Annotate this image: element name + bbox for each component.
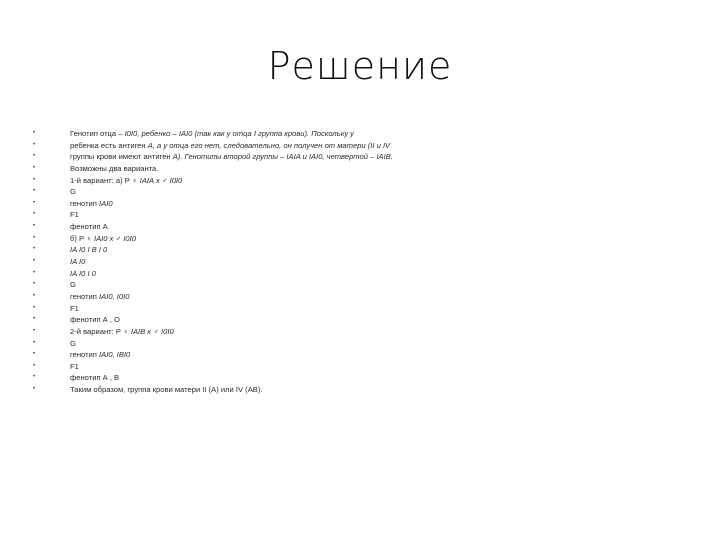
- bullet-icon: •: [32, 246, 36, 253]
- line-text: I0I0, ребенко – IAI0 (так как у отца I группа крови). Поскольку у: [124, 129, 354, 138]
- bullet-icon: •: [32, 374, 36, 381]
- slide-title: Решение: [267, 44, 453, 88]
- bullet-icon: •: [32, 316, 36, 323]
- line-text: IA I0: [70, 257, 86, 267]
- bullet-icon: •: [32, 269, 36, 276]
- line-text: А, а у отца его нет, следовательно, он получен от матери (II и IV: [147, 140, 391, 150]
- list-item: [30, 175, 550, 187]
- bullet-icon: •: [32, 292, 36, 299]
- line-text: фенотип А , В: [70, 373, 120, 383]
- line-text: IA I0 I B I 0: [70, 245, 108, 255]
- line-text: G: [70, 280, 76, 290]
- line-text: G: [70, 187, 76, 197]
- list-item: [30, 140, 550, 152]
- list-item: [30, 268, 550, 280]
- line-text: IAI0 х ♂ I0I0: [93, 233, 136, 243]
- list-item: [30, 372, 550, 384]
- list-item: [30, 291, 550, 303]
- list-item: [30, 314, 550, 326]
- bullet-icon: •: [32, 176, 36, 183]
- line-text: IAI0, IBI0: [99, 350, 131, 360]
- line-text: IA I0 I 0: [70, 268, 96, 278]
- line-text: 2-й вариант: Р ♀: [70, 326, 131, 336]
- list-item: [30, 186, 550, 198]
- line-text: Генотип отца –: [70, 129, 125, 138]
- list-item: [30, 384, 550, 396]
- line-text: IAIA х ♂ I0I0: [139, 175, 183, 185]
- line-text: F1: [70, 303, 79, 313]
- line-text: А). Генотипы второй группы – IAIA и IAI0, четвертой – IAIB.: [172, 152, 393, 162]
- list-item: [30, 163, 550, 175]
- slide-content: [30, 128, 550, 396]
- line-text: F1: [70, 210, 79, 220]
- bullet-icon: •: [32, 141, 36, 148]
- line-text: б) Р ♀: [70, 233, 94, 243]
- list-item: [30, 256, 550, 268]
- bullet-icon: •: [32, 164, 36, 171]
- bullet-icon: •: [32, 188, 36, 195]
- line-text: Таким образом, группа крови матери II (А) или IV (АВ).: [70, 385, 263, 395]
- bullet-icon: •: [32, 223, 36, 230]
- bullet-icon: •: [32, 304, 36, 311]
- bullet-icon: •: [32, 281, 36, 288]
- bullet-icon: •: [32, 362, 36, 369]
- line-text: IAI0: [99, 198, 113, 208]
- line-text: G: [70, 338, 76, 348]
- line-text: 1-й вариант: а) Р ♀: [70, 175, 140, 185]
- line-text: генотип: [70, 198, 100, 208]
- list-item: [30, 338, 550, 350]
- list-item: [30, 209, 550, 221]
- bullet-icon: •: [32, 339, 36, 346]
- bullet-list: [30, 128, 550, 396]
- line-text: генотип: [70, 350, 100, 360]
- bullet-icon: •: [32, 327, 36, 334]
- list-item: [30, 279, 550, 291]
- bullet-icon: •: [32, 130, 36, 136]
- bullet-icon: •: [32, 234, 36, 241]
- bullet-icon: •: [32, 211, 36, 218]
- line-text: IAIB х ♂ I0I0: [130, 326, 174, 336]
- line-text: IAI0, I0I0: [99, 291, 130, 301]
- list-item: [30, 128, 550, 140]
- line-text: F1: [70, 361, 79, 371]
- line-text: фенотип А , О: [70, 315, 120, 325]
- list-item: [30, 151, 550, 163]
- line-text: генотип: [70, 291, 100, 301]
- bullet-icon: •: [32, 153, 36, 160]
- line-text: фенотип А: [70, 222, 108, 232]
- list-item: [30, 349, 550, 361]
- bullet-icon: •: [32, 258, 36, 265]
- line-text: группы крови имеют антиген: [70, 152, 173, 162]
- list-item: [30, 244, 550, 256]
- list-item: [30, 326, 550, 338]
- line-text: Возможны два варианта.: [70, 163, 159, 173]
- list-item: [30, 303, 550, 315]
- list-item: [30, 198, 550, 210]
- list-item: [30, 221, 550, 233]
- list-item: [30, 361, 550, 373]
- bullet-icon: •: [32, 351, 36, 358]
- bullet-icon: •: [32, 199, 36, 206]
- list-item: [30, 233, 550, 245]
- bullet-icon: •: [32, 386, 36, 393]
- line-text: ребенка есть антиген: [70, 140, 148, 150]
